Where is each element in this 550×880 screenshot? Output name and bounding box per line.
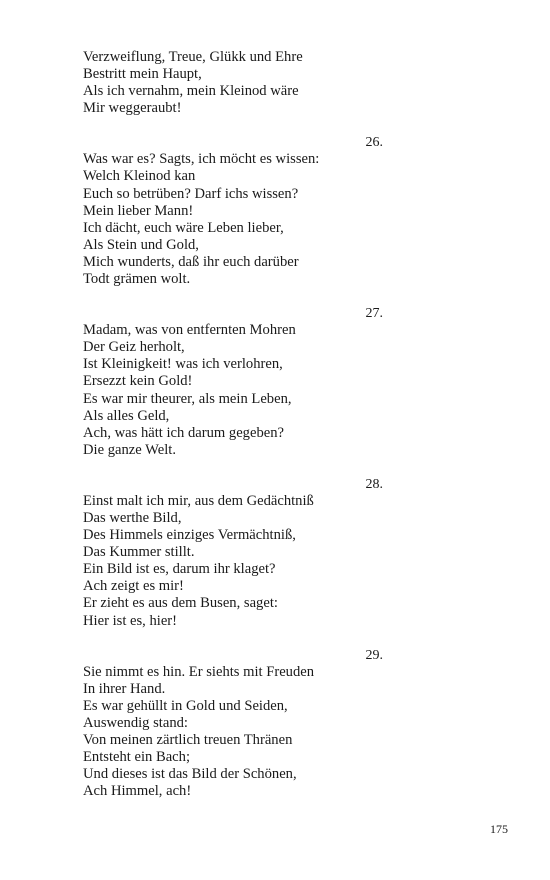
- verse-line: Als alles Geld,: [83, 407, 170, 424]
- verse-line: Ich dächt, euch wäre Leben lieber,: [83, 219, 284, 236]
- verse-line: Madam, was von entfernten Mohren: [83, 322, 296, 339]
- stanza: [83, 305, 483, 459]
- verse-line: Welch Kleinod kan: [83, 168, 196, 185]
- verse-line: Es war gehüllt in Gold und Seiden,: [83, 697, 288, 714]
- verse-line: Er zieht es aus dem Busen, saget:: [83, 595, 278, 612]
- poem-body: [83, 49, 483, 800]
- verse-line: Und dieses ist das Bild der Schönen,: [83, 766, 297, 783]
- verse-line: Euch so betrüben? Darf ichs wissen?: [83, 185, 299, 202]
- verse-line: Hier ist es, hier!: [83, 612, 178, 629]
- verse-line: Einst malt ich mir, aus dem Gedächtniß: [83, 492, 314, 509]
- verse-line: Mir weggeraubt!: [83, 100, 182, 117]
- verse-line: Ach Himmel, ach!: [83, 783, 192, 800]
- stanza: [83, 647, 483, 801]
- verse-line: Der Geiz herholt,: [83, 339, 185, 356]
- stanza-number: 29.: [365, 647, 383, 663]
- verse-line: Sie nimmt es hin. Er siehts mit Freuden: [83, 663, 315, 680]
- stanza-number: 26.: [365, 135, 383, 151]
- verse-line: Von meinen zärtlich treuen Thränen: [83, 732, 293, 748]
- stanza: [83, 476, 483, 630]
- verse-line: Mein lieber Mann!: [83, 202, 194, 219]
- verse-line: Was war es? Sagts, ich möcht es wissen:: [83, 151, 320, 168]
- verse-line: Ach zeigt es mir!: [83, 578, 184, 595]
- verse-line: Die ganze Welt.: [83, 441, 176, 458]
- verse-line: Ach, was hätt ich darum gegeben?: [83, 424, 284, 441]
- verse-line: Mich wunderts, daß ihr euch darüber: [83, 253, 299, 270]
- verse-line: Des Himmels einziges Vermächtniß,: [83, 527, 296, 544]
- page-number: 175: [490, 822, 508, 836]
- verse-line: Als ich vernahm, mein Kleinod wäre: [83, 83, 299, 100]
- verse-line: Entsteht ein Bach;: [83, 749, 190, 766]
- verse-line: Bestritt mein Haupt,: [83, 66, 202, 83]
- verse-line: Verzweiflung, Treue, Glükk und Ehre: [83, 49, 303, 65]
- stanza-number: 27.: [365, 306, 383, 322]
- verse-line: Das Kummer stillt.: [83, 544, 195, 561]
- verse-line: Todt grämen wolt.: [83, 271, 191, 288]
- stanza: [83, 49, 483, 117]
- verse-line: Auswendig stand:: [83, 714, 188, 731]
- verse-line: Ein Bild ist es, darum ihr klaget?: [83, 561, 276, 578]
- stanza: [83, 134, 483, 288]
- stanza-number: 28.: [365, 476, 383, 492]
- verse-line: Ersezzt kein Gold!: [83, 373, 193, 390]
- verse-line: Ist Kleinigkeit! was ich verlohren,: [83, 356, 283, 373]
- verse-line: Es war mir theurer, als mein Leben,: [83, 390, 292, 407]
- verse-line: In ihrer Hand.: [83, 680, 166, 697]
- verse-line: Das werthe Bild,: [83, 509, 182, 526]
- verse-line: Als Stein und Gold,: [83, 236, 199, 253]
